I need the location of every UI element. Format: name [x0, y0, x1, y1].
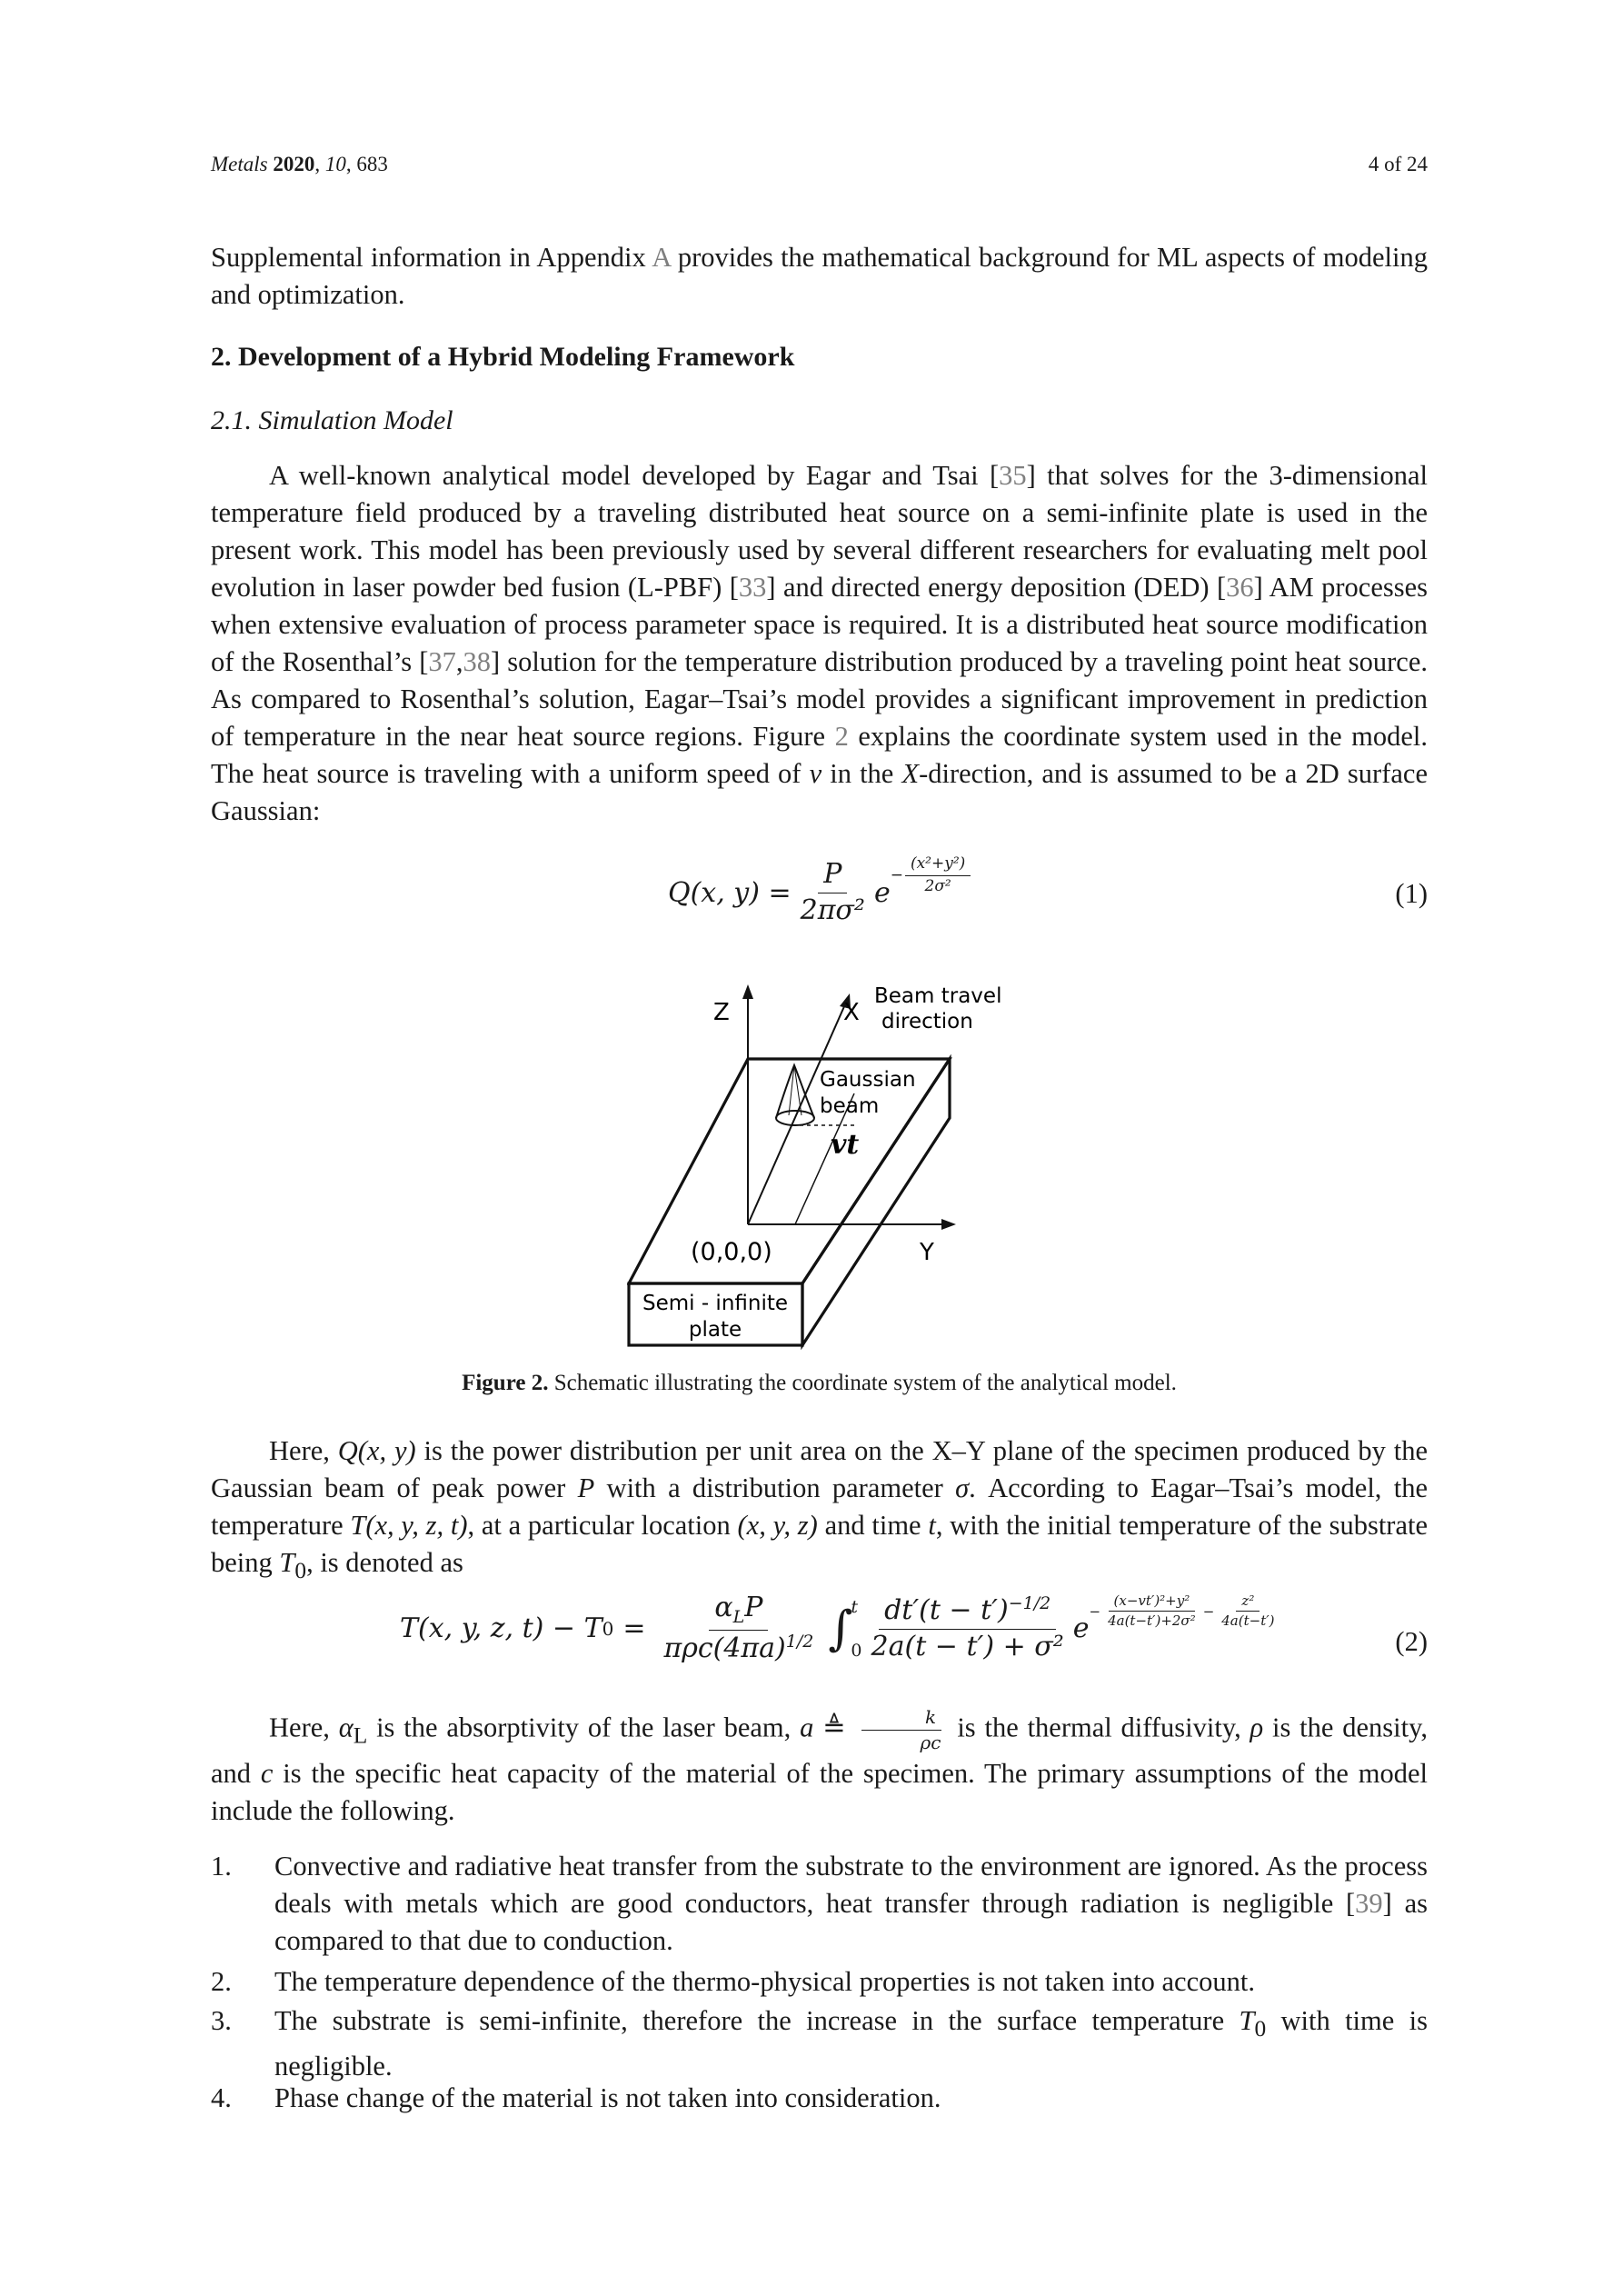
symbol-v: v — [809, 758, 822, 789]
symbol-t0-sub: 0 — [1254, 2016, 1267, 2042]
symbol-time: t — [928, 1510, 936, 1541]
p1-text: -direction, and is assumed to be a 2D surface Gaussian: — [211, 758, 1428, 826]
label-plate: plate — [688, 1318, 742, 1342]
p3-text: is the specific heat capacity of the material of the specimen. The primary assumptions of the model include the following. — [211, 1757, 1429, 1826]
symbol-c: c — [260, 1757, 274, 1789]
symbol-alpha: α — [338, 1712, 353, 1743]
list-number: 3. — [211, 2005, 232, 2036]
list-text — [274, 2002, 1428, 2085]
p3-text: is the density, and — [211, 1712, 1429, 1789]
label-semi-infinite: Semi - infinite — [642, 1292, 789, 1315]
eq2-integral-sign: ∫ — [828, 1601, 853, 1656]
eq1-exp-fraction — [905, 855, 971, 895]
list-item — [211, 1963, 1428, 2002]
equation-2-number: (2) — [1395, 1626, 1428, 1657]
label-beam-travel: Beam travel — [874, 984, 1002, 1008]
eq1-exp-num: (x²+y²) — [905, 855, 971, 876]
p1-text: ] solution for the temperature distribution produced by a traveling point heat source. As compared to Rosenthal’s solution, Eagar–Tsai’s model provides a significant improvement in prediction of temperature in the near heat source regions. Figure — [211, 646, 1428, 752]
eq2-f2-num-text: dt′(t − t′) — [884, 1594, 1009, 1627]
journal-year: 2020 — [273, 153, 315, 175]
list-number: 2. — [211, 1966, 232, 1997]
p2-text: . According to Eagar–Tsai’s model, the temperature — [211, 1472, 1428, 1541]
plate-top-face — [629, 1059, 950, 1283]
symbol-rhoc: ρc — [920, 1732, 941, 1753]
eq2-int-lower: 0 — [851, 1640, 862, 1661]
intro-paragraph — [211, 239, 1428, 314]
list-number: 1. — [211, 1851, 232, 1882]
p3-text: Here, — [269, 1712, 339, 1743]
list-item — [211, 1848, 1428, 1962]
label-gaussian: Gaussian — [820, 1068, 916, 1092]
eq2-f2-den: 2a(t − t′) + σ² — [871, 1630, 1064, 1662]
eq1-lhs: Q(x, y) = — [668, 876, 792, 909]
symbol-defeq: ≜ — [813, 1712, 855, 1743]
p1-text: A well-known analytical model developed by Eagar and Tsai [ — [269, 460, 1000, 491]
equation-2 — [400, 1592, 1282, 1664]
eq2-fraction-1 — [658, 1592, 819, 1664]
list-item — [211, 2002, 1428, 2082]
eq2-alpha-sub: L — [732, 1607, 745, 1627]
intro-text-2: provides the mathematical background for ML aspects of modeling and optimization. — [211, 242, 1428, 310]
section-heading: 2. Development of a Hybrid Modeling Framework — [211, 342, 795, 372]
p1-text: ] and directed energy deposition (DED) [ — [766, 572, 1227, 603]
ref-39-link[interactable]: 39 — [1355, 1888, 1383, 1919]
p2-text: and time — [817, 1510, 929, 1541]
label-vt: vt — [831, 1129, 860, 1161]
p2-text: , with the initial temperature of the substrate being — [211, 1510, 1429, 1578]
eq2-exponent: − $\frac{\text{(x−vt′)²+y²}}{\text{4a(t−t′)+2σ²}}$ − $\frac{\text{z²}}{4a(t-t')}$ — [1090, 1593, 1282, 1630]
p1-text: , — [455, 646, 463, 677]
eq2-f1-den-sup: 1/2 — [785, 1631, 814, 1652]
article-number: 683 — [356, 153, 388, 175]
eq2-f1-num — [709, 1592, 768, 1631]
paragraph-parameters — [211, 1707, 1428, 1830]
figure-2-caption — [211, 1371, 1428, 1396]
p1-text: ] AM processes when extensive evaluation of process parameter space is required. It is a distributed heat source modification of the Rosenthal’s [ — [211, 572, 1429, 677]
list-text: Phase change of the material is not taken into consideration. — [274, 2082, 941, 2113]
eq2-exp-b-den: 4a(t−t′) — [1221, 1612, 1275, 1630]
p2-text: with a distribution parameter — [594, 1472, 956, 1503]
symbol-alpha-sub: L — [353, 1722, 368, 1749]
symbol-rho: ρ — [1250, 1712, 1264, 1743]
symbol-x: X — [901, 758, 920, 789]
paragraph-simulation-model — [211, 457, 1428, 830]
eq2-int-upper: t — [851, 1596, 859, 1617]
label-y: Y — [920, 1239, 934, 1266]
eq1-exp-base: e — [873, 876, 891, 909]
p2-text: , at a particular location — [467, 1510, 738, 1541]
y-axis-arrow — [941, 1219, 956, 1230]
running-header: Metals 2020, 10, 683 — [211, 153, 388, 175]
p2-text: , is denoted as — [306, 1547, 463, 1578]
eq1-numerator: P — [818, 859, 847, 893]
eq2-exp-frac-a — [1102, 1593, 1201, 1630]
eq2-exp-base: e — [1072, 1612, 1090, 1645]
eq2-f1-den-text: πρc(4πa) — [663, 1632, 786, 1664]
symbol-sigma: σ — [955, 1472, 970, 1503]
eq1-denominator: 2πσ² — [800, 893, 865, 926]
paragraph-power-distribution — [211, 1433, 1428, 1590]
symbol-t0-sub: 0 — [294, 1558, 307, 1584]
eq2-alpha: α — [714, 1592, 733, 1623]
eq1-exp-sign: − — [890, 866, 903, 884]
list-text-b: ] as compared to that due to conduction. — [274, 1888, 1428, 1956]
label-x: X — [843, 999, 860, 1026]
eq2-f2-num-sup: −1/2 — [1008, 1593, 1051, 1614]
p2-text: Here, — [269, 1435, 338, 1466]
p3-text: is the absorptivity of the laser beam, — [367, 1712, 801, 1743]
label-origin: (0,0,0) — [691, 1238, 772, 1266]
caption-label: Figure 2. — [462, 1371, 549, 1395]
label-direction: direction — [881, 1010, 973, 1033]
ref-38-link[interactable]: 38 — [463, 646, 491, 677]
eq2-f2-num — [879, 1594, 1056, 1630]
equation-1-number: (1) — [1395, 878, 1428, 909]
label-beam: beam — [820, 1094, 880, 1118]
figure-2-schematic — [627, 977, 1018, 1359]
journal-name: Metals — [211, 153, 268, 175]
ref-35-link[interactable]: 35 — [999, 460, 1027, 491]
caption-text: Schematic illustrating the coordinate system of the analytical model. — [548, 1371, 1177, 1395]
eq1-exponent — [891, 855, 975, 895]
symbol-k: k — [861, 1707, 941, 1731]
eq2-exp-frac-b — [1216, 1593, 1279, 1630]
eq2-exp-b-num: z² — [1236, 1593, 1260, 1612]
eq2-equals: = — [622, 1612, 646, 1645]
eq2-p: P — [744, 1592, 763, 1623]
list-text-a: Convective and radiative heat transfer from the substrate to the environment are ignored. As the process deals with metals which are good conductors, heat transfer through radiation is negligible [ — [274, 1851, 1428, 1919]
p1-text: ] that solves for the 3-dimensional temperature field produced by a traveling distributed heat source on a semi-infinite plate is used in the present work. This model has been previously used by several different researchers for evaluating melt pool evolution in laser powder bed fusion (L-PBF) [ — [211, 460, 1428, 603]
eq2-exp-a-den: 4a(t−t′)+2σ² — [1108, 1612, 1196, 1630]
symbol-t-func: T(x, y, z, t) — [350, 1510, 468, 1541]
eq2-lhs-sub: 0 — [602, 1617, 614, 1640]
symbol-location: (x, y, z) — [737, 1510, 818, 1541]
eq2-fraction-2 — [866, 1594, 1070, 1662]
p1-text: in the — [821, 758, 902, 789]
p1-text: explains the coordinate system used in the model. The heat source is traveling with a uniform speed of — [211, 721, 1428, 789]
ref-37-link[interactable]: 37 — [428, 646, 456, 677]
eq2-f1-den — [658, 1631, 819, 1665]
list-text-a: The substrate is semi-infinite, therefore the increase in the surface temperature — [274, 2005, 1240, 2036]
subsection-heading: 2.1. Simulation Model — [211, 405, 453, 435]
symbol-t0: T — [279, 1547, 295, 1578]
list-text: The temperature dependence of the thermo-physical properties is not taken into account. — [274, 1966, 1255, 1997]
intro-text-1: Supplemental information in Appendix — [211, 242, 652, 273]
z-axis-arrow — [742, 984, 753, 999]
label-z: Z — [713, 999, 730, 1026]
appendix-link[interactable]: A — [652, 242, 671, 273]
figure-2-link[interactable]: 2 — [834, 721, 849, 752]
list-text — [274, 1848, 1428, 1960]
eq2-integral — [828, 1597, 861, 1661]
list-number: 4. — [211, 2082, 232, 2113]
journal-volume: 10 — [324, 153, 346, 175]
ref-33-link[interactable]: 33 — [738, 572, 767, 603]
eq2-lhs: T(x, y, z, t) − T — [400, 1612, 602, 1645]
ref-36-link[interactable]: 36 — [1226, 572, 1254, 603]
eq1-fraction — [795, 859, 871, 926]
symbol-a: a — [800, 1712, 814, 1743]
list-text-b: with time is negligible. — [274, 2005, 1428, 2082]
eq1-exp-den: 2σ² — [924, 876, 951, 895]
symbol-p: P — [577, 1472, 595, 1503]
eq2-exp-a-num: (x−vt′)²+y² — [1109, 1593, 1196, 1612]
list-item — [211, 2080, 1428, 2118]
eq2-integral-limits — [851, 1597, 861, 1661]
diffusivity-fraction — [857, 1707, 947, 1753]
symbol-t0: T — [1239, 2005, 1255, 2036]
equation-1 — [668, 854, 974, 926]
symbol-q: Q(x, y) — [337, 1435, 416, 1466]
p3-text: is the thermal diffusivity, — [948, 1712, 1250, 1743]
p2-text: is the power distribution per unit area on the X–Y plane of the specimen produced by the Gaussian beam of peak power — [211, 1435, 1428, 1503]
page-number: 4 of 24 — [1368, 153, 1428, 175]
